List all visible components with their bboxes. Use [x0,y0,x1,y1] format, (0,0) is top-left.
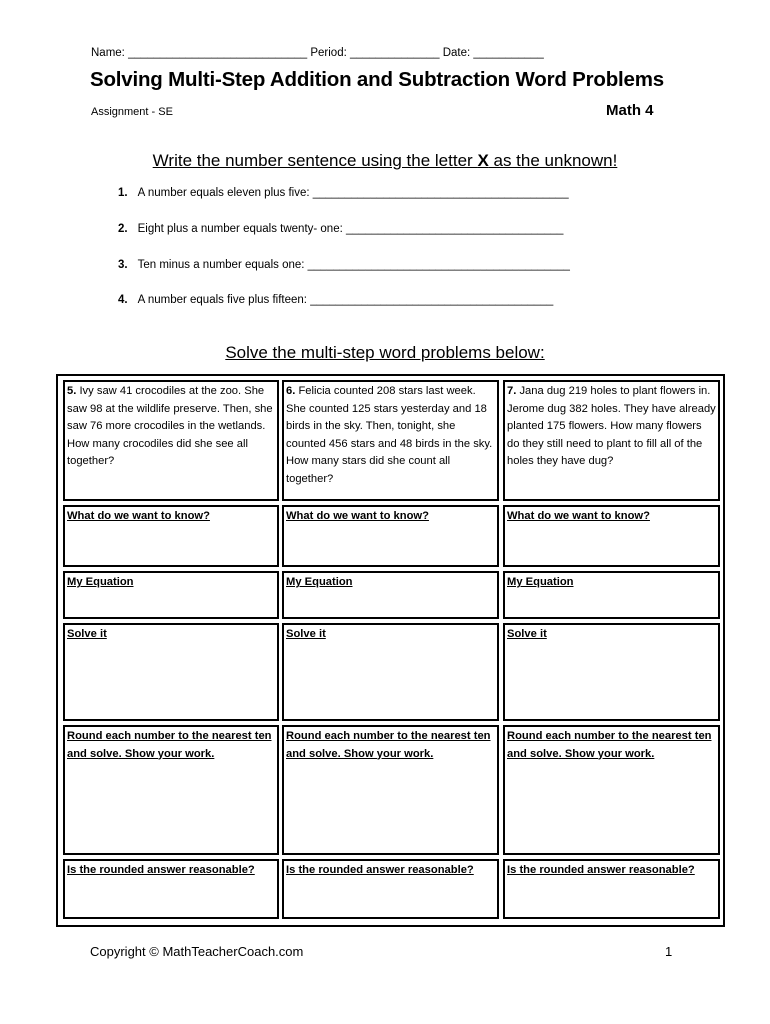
want-cell-7[interactable]: What do we want to know? [503,505,720,567]
want-cell-5[interactable]: What do we want to know? [63,505,279,567]
solve-cell-5[interactable]: Solve it [63,623,279,721]
section2-heading: Solve the multi-step word problems below: [225,343,545,362]
worksheet-title: Solving Multi-Step Addition and Subtraction Word Problems [90,68,664,91]
copyright-footer: Copyright © MathTeacherCoach.com [90,944,304,959]
question-2: 2. Eight plus a number equals twenty- one: __________________________________ [118,223,564,235]
equation-cell-7[interactable]: My Equation [503,571,720,619]
question-4: 4. A number equals five plus fifteen: ______________________________________ [118,294,554,306]
assignment-label: Assignment - SE [91,106,173,118]
name-period-date-line: Name: ____________________________ Period: ______________ Date: ___________ [91,47,544,59]
section1-heading: Write the number sentence using the letter X as the unknown! [152,151,618,170]
reasonable-cell-6[interactable]: Is the rounded answer reasonable? [282,859,499,919]
round-cell-6[interactable]: Round each number to the nearest ten and solve. Show your work. [282,725,499,855]
round-cell-5[interactable]: Round each number to the nearest ten and solve. Show your work. [63,725,279,855]
problem-6-cell: 6. Felicia counted 208 stars last week. She counted 125 stars yesterday and 18 birds in the sky. Then, tonight, she counted 456 stars and 48 birds in the sky. How many stars did she count all together? [282,380,499,501]
unknown-letter: X [477,151,489,170]
round-cell-7[interactable]: Round each number to the nearest ten and solve. Show your work. [503,725,720,855]
solve-cell-7[interactable]: Solve it [503,623,720,721]
solve-cell-6[interactable]: Solve it [282,623,499,721]
page-number: 1 [665,944,673,959]
reasonable-cell-7[interactable]: Is the rounded answer reasonable? [503,859,720,919]
reasonable-cell-5[interactable]: Is the rounded answer reasonable? [63,859,279,919]
equation-cell-5[interactable]: My Equation [63,571,279,619]
problem-7-cell: 7. Jana dug 219 holes to plant flowers in. Jerome dug 382 holes. They have already planted 175 flowers. How many flowers do they still need to plant to fill all of the holes they have dug? [503,380,720,501]
question-3: 3. Ten minus a number equals one: _________________________________________ [118,259,570,271]
want-cell-6[interactable]: What do we want to know? [282,505,499,567]
question-1: 1. A number equals eleven plus five: ________________________________________ [118,187,569,199]
subject-label: Math 4 [606,102,654,119]
equation-cell-6[interactable]: My Equation [282,571,499,619]
problem-5-cell: 5. Ivy saw 41 crocodiles at the zoo. She saw 98 at the wildlife preserve. Then, she saw 76 more crocodiles in the wetlands. How many crocodiles did she see all together? [63,380,279,501]
